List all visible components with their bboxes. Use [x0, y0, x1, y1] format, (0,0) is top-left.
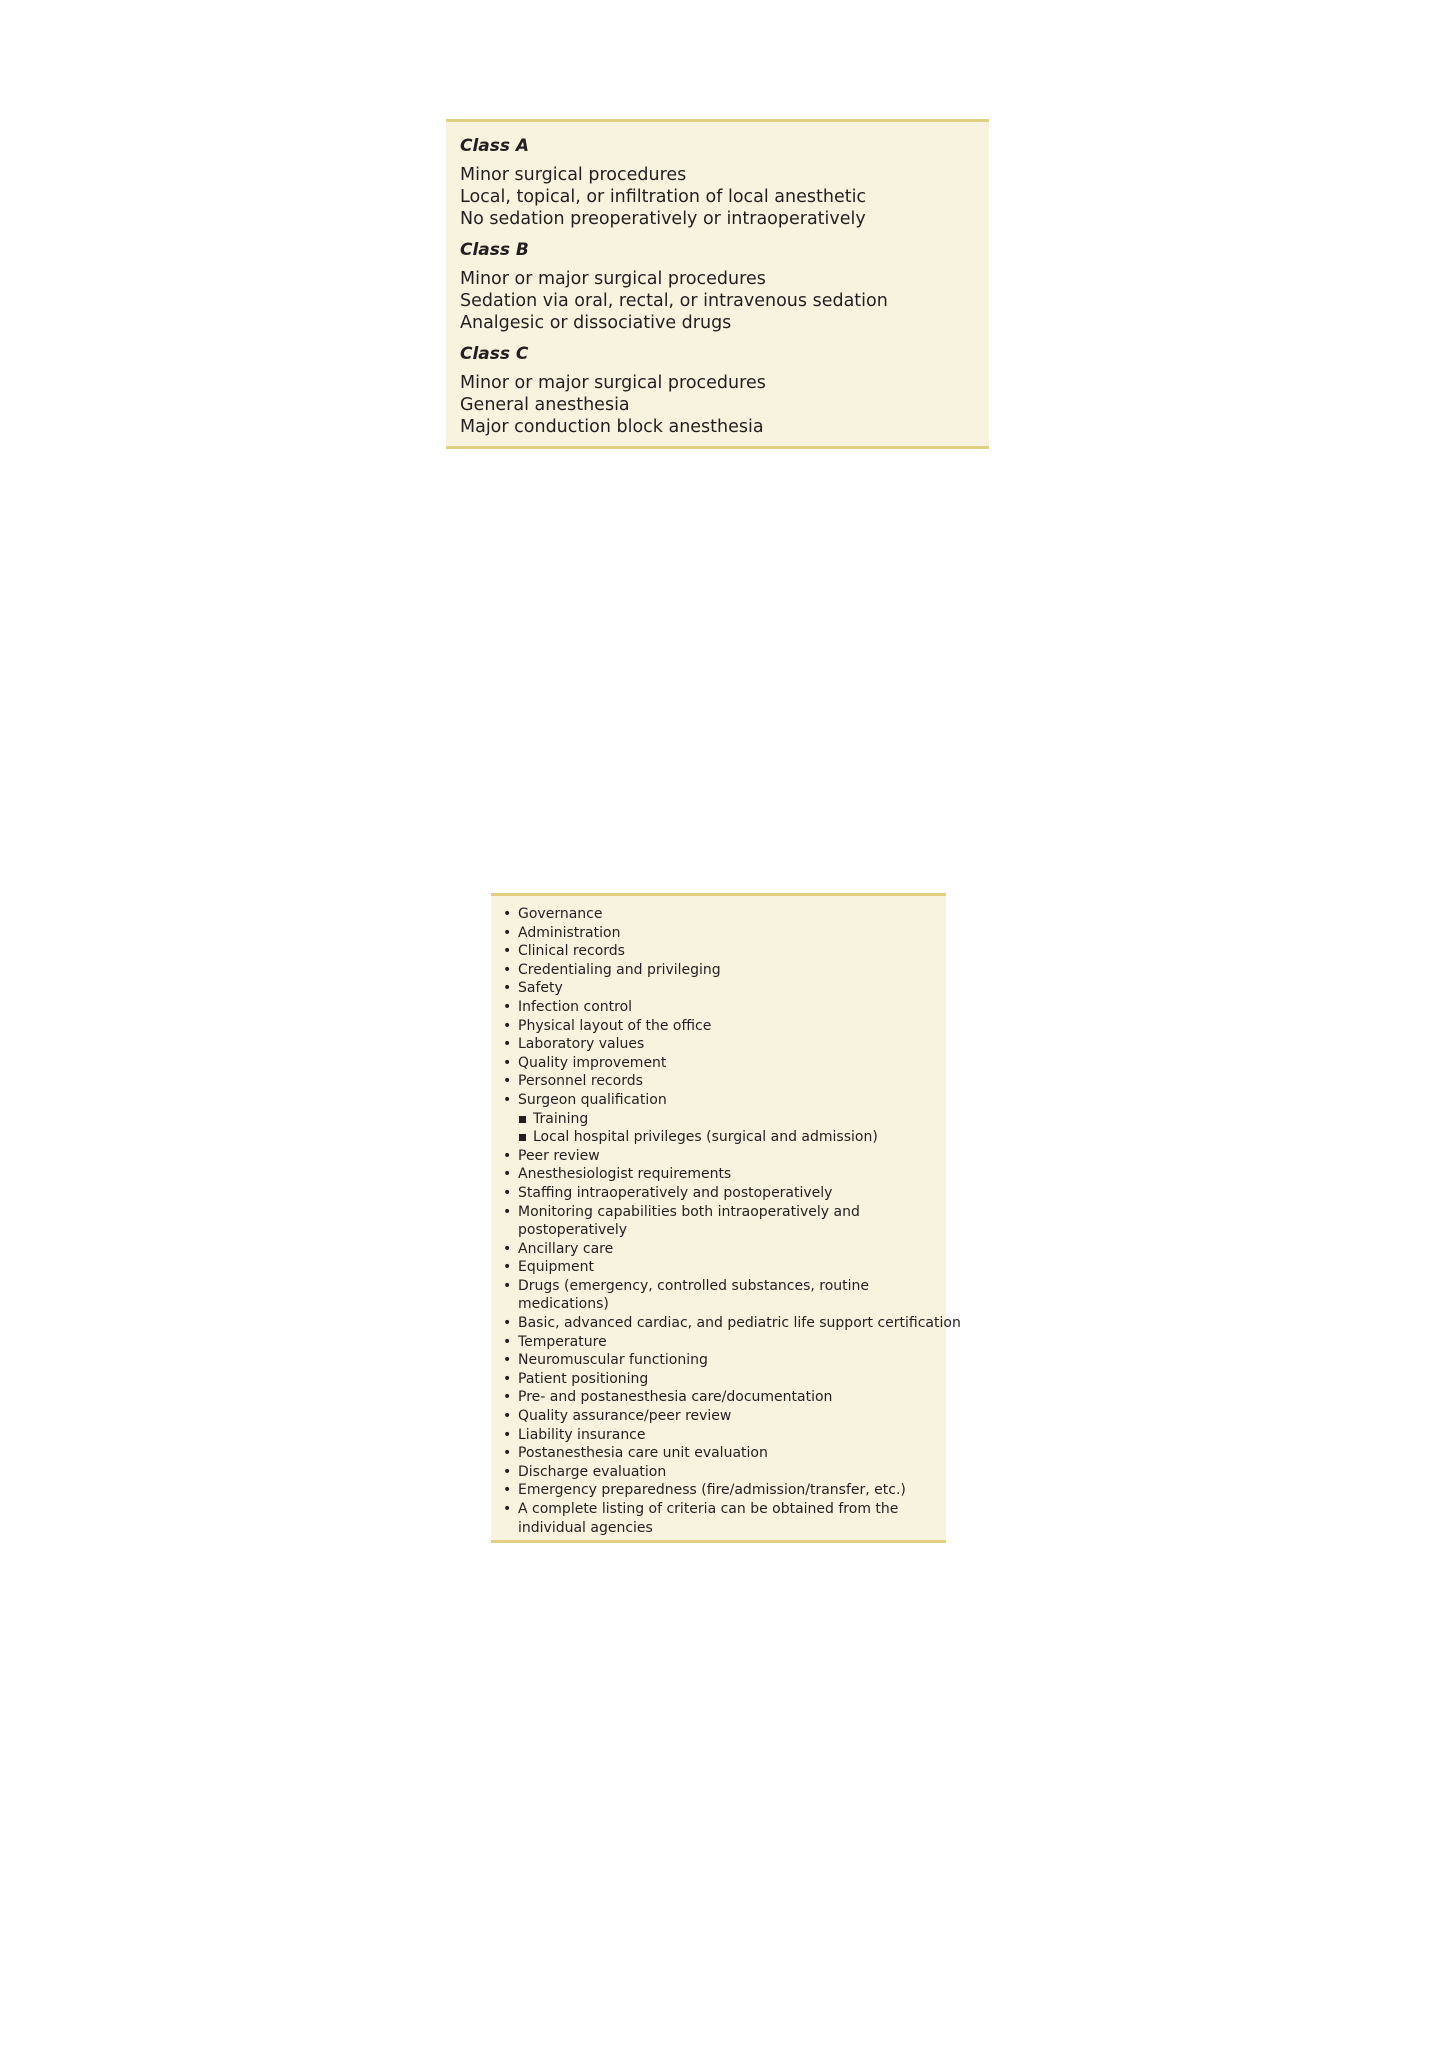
- bullet-icon: •: [503, 1184, 512, 1201]
- list-item-text: A complete listing of criteria can be obtained from the: [518, 1501, 899, 1517]
- list-item: [503, 924, 946, 943]
- list-item-text: Equipment: [518, 1259, 594, 1276]
- list-item-text: Basic, advanced cardiac, and pediatric life support certification: [518, 1315, 961, 1332]
- bullet-icon: •: [503, 1370, 512, 1387]
- list-item-text: Safety: [518, 980, 563, 997]
- list-item: [503, 1258, 946, 1277]
- list-item: [503, 1370, 946, 1389]
- class-line: Major conduction block anesthesia: [460, 417, 764, 437]
- bullet-icon: •: [503, 1091, 512, 1108]
- list-item: [503, 1314, 961, 1333]
- list-item-text: Patient positioning: [518, 1370, 649, 1387]
- list-item: [503, 1500, 946, 1537]
- class-section-c: [460, 344, 989, 438]
- list-item: [503, 1072, 946, 1091]
- list-item-text: Personnel records: [518, 1073, 643, 1090]
- class-section-b: [460, 240, 989, 334]
- list-item-text: Pre- and postanesthesia care/documentation: [518, 1389, 833, 1406]
- bullet-icon: •: [503, 1240, 512, 1257]
- list-item: [503, 1277, 946, 1314]
- class-title: Class B: [460, 240, 529, 260]
- list-item: [503, 905, 946, 924]
- list-item: [503, 1184, 946, 1203]
- list-item: [503, 998, 946, 1017]
- criteria-list: [491, 893, 961, 1543]
- bullet-icon: •: [503, 943, 512, 960]
- list-item-text: Peer review: [518, 1147, 600, 1164]
- list-item: [503, 1091, 946, 1110]
- class-title: Class C: [460, 344, 529, 364]
- list-item: [503, 1240, 946, 1259]
- sub-list-item-text: Local hospital privileges (surgical and admission): [533, 1129, 878, 1146]
- square-bullet-icon: [519, 1116, 526, 1123]
- list-item: [503, 1407, 946, 1426]
- list-item: [503, 1351, 946, 1370]
- list-item: [503, 1165, 946, 1184]
- bullet-icon: •: [503, 1147, 512, 1164]
- list-item: [503, 1444, 946, 1463]
- bullet-icon: •: [503, 1017, 512, 1034]
- list-item-continuation: medications): [518, 1296, 609, 1313]
- bullet-icon: •: [503, 998, 512, 1015]
- list-item-text: Neuromuscular functioning: [518, 1352, 708, 1369]
- sub-list-item: [503, 1128, 946, 1147]
- bullet-icon: •: [503, 1482, 512, 1499]
- list-item-text: Liability insurance: [518, 1426, 646, 1443]
- bullet-icon: •: [503, 1036, 512, 1053]
- list-item-text: Anesthesiologist requirements: [518, 1166, 732, 1183]
- sub-list-item-text: Training: [533, 1110, 589, 1127]
- class-line: Sedation via oral, rectal, or intravenous sedation: [460, 291, 888, 311]
- bullet-icon: •: [503, 1389, 512, 1406]
- class-line: Analgesic or dissociative drugs: [460, 313, 732, 333]
- bullet-icon: •: [503, 1166, 512, 1183]
- list-item-continuation: postoperatively: [518, 1222, 628, 1239]
- bullet-icon: •: [503, 1408, 512, 1425]
- list-item: [503, 1017, 946, 1036]
- list-item: [503, 1426, 946, 1445]
- list-item: [503, 961, 946, 980]
- list-item: [503, 1147, 946, 1166]
- list-item-text: Credentialing and privileging: [518, 961, 721, 978]
- list-item-text: Surgeon qualification: [518, 1091, 667, 1108]
- class-line: Minor or major surgical procedures: [460, 269, 766, 289]
- list-item-text: Infection control: [518, 998, 633, 1015]
- list-item-text: Postanesthesia care unit evaluation: [518, 1445, 768, 1462]
- class-line: Minor surgical procedures: [460, 165, 687, 185]
- class-line: Local, topical, or infiltration of local anesthetic: [460, 187, 867, 207]
- list-item: [503, 1481, 946, 1500]
- bullet-icon: •: [503, 1277, 512, 1294]
- list-item-text: Drugs (emergency, controlled substances, routine: [518, 1277, 870, 1294]
- class-line: No sedation preoperatively or intraoperatively: [460, 209, 866, 229]
- bullet-icon: •: [503, 961, 512, 978]
- list-item-text: Monitoring capabilities both intraoperatively and: [518, 1203, 860, 1220]
- list-item: [503, 1203, 946, 1240]
- list-item: [503, 1388, 946, 1407]
- list-item-text: Governance: [518, 906, 603, 922]
- bullet-icon: •: [503, 1445, 512, 1462]
- bullet-icon: •: [503, 980, 512, 997]
- list-item: [503, 1035, 946, 1054]
- list-item-text: Temperature: [518, 1333, 607, 1350]
- list-item-text: Quality improvement: [518, 1054, 667, 1071]
- bullet-icon: •: [503, 1352, 512, 1369]
- classification-table: [446, 119, 989, 449]
- bullet-icon: •: [503, 906, 512, 922]
- list-item-text: Administration: [518, 924, 621, 941]
- list-item-text: Clinical records: [518, 943, 625, 960]
- bullet-icon: •: [503, 1203, 512, 1220]
- bullet-icon: •: [503, 1426, 512, 1443]
- list-item-text: Staffing intraoperatively and postoperatively: [518, 1184, 833, 1201]
- bullet-icon: •: [503, 1315, 512, 1332]
- list-item-text: Emergency preparedness (fire/admission/transfer, etc.): [518, 1482, 906, 1499]
- square-bullet-icon: [519, 1134, 526, 1141]
- list-item-text: Ancillary care: [518, 1240, 614, 1257]
- bullet-icon: •: [503, 1463, 512, 1480]
- class-section-a: [460, 136, 989, 230]
- class-title: Class A: [460, 136, 530, 156]
- list-item-continuation: individual agencies: [518, 1519, 653, 1536]
- bullet-icon: •: [503, 1054, 512, 1071]
- class-line: Minor or major surgical procedures: [460, 373, 766, 393]
- class-line: General anesthesia: [460, 395, 630, 415]
- bullet-icon: •: [503, 1333, 512, 1350]
- list-item: [503, 1463, 946, 1482]
- bullet-icon: •: [503, 1501, 512, 1517]
- list-item: [503, 942, 946, 961]
- bullet-icon: •: [503, 1073, 512, 1090]
- list-item: [503, 1333, 946, 1352]
- list-item: [503, 979, 946, 998]
- list-item-text: Quality assurance/peer review: [518, 1408, 732, 1425]
- bullet-icon: •: [503, 1259, 512, 1276]
- list-item-text: Discharge evaluation: [518, 1463, 667, 1480]
- bullet-icon: •: [503, 924, 512, 941]
- list-item-text: Physical layout of the office: [518, 1017, 712, 1034]
- list-item: [503, 1054, 946, 1073]
- list-item-text: Laboratory values: [518, 1036, 645, 1053]
- sub-list-item: [503, 1110, 946, 1129]
